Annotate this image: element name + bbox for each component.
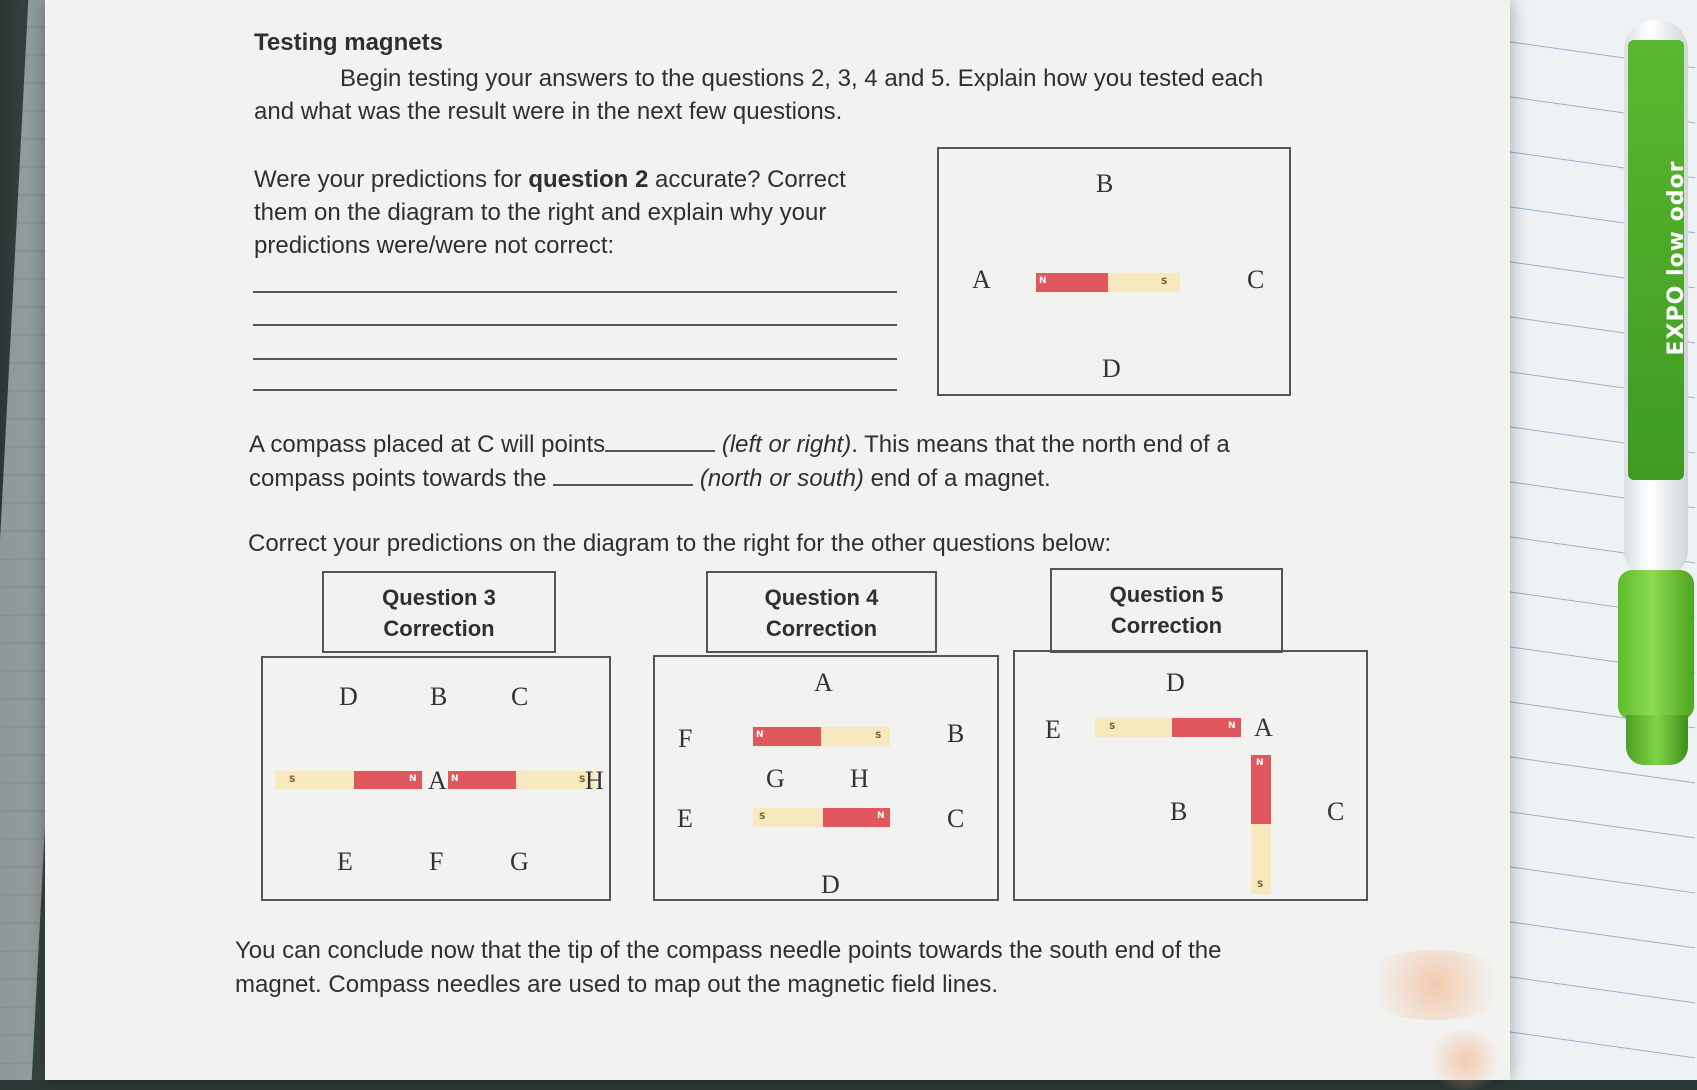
answer-line-1[interactable] (253, 291, 897, 293)
label-g: G (766, 764, 785, 793)
q3-header: Question 3 Correction (322, 571, 556, 653)
label-f: F (678, 724, 693, 753)
label-d: D (1102, 354, 1121, 383)
conclusion-line-1: You can conclude now that the tip of the compass needle points towards the south end of the (235, 937, 1222, 964)
stain (1425, 1030, 1505, 1090)
q4-header: Question 4 Correction (706, 571, 937, 653)
q2-line-1: Were your predictions for question 2 accurate? Correct (254, 166, 846, 193)
pole-n: N (409, 774, 417, 784)
pole-s: S (875, 731, 882, 741)
pole-n: N (877, 811, 885, 821)
compass-line-2: compass points towards the (north or south) end of a magnet. (249, 462, 1051, 495)
pole-n: N (756, 730, 764, 740)
label-c: C (1247, 265, 1265, 294)
q5-header: Question 5 Correction (1050, 568, 1283, 653)
label-d: D (821, 870, 840, 899)
label-d: D (339, 682, 358, 711)
answer-line-4[interactable] (253, 389, 897, 391)
intro-line-1: Begin testing your answers to the questions 2, 3, 4 and 5. Explain how you tested each (340, 65, 1264, 92)
pole-s: S (1109, 722, 1116, 732)
page-title: Testing magnets (254, 29, 443, 56)
answer-line-3[interactable] (253, 358, 897, 360)
pole-s: S (289, 775, 296, 785)
pole-n: N (1228, 721, 1236, 731)
pole-n: N (1039, 276, 1047, 286)
compass-line-1: A compass placed at C will points (left or right). This means that the north end of a (249, 428, 1230, 461)
pole-s: S (1161, 277, 1168, 287)
label-g: G (510, 847, 529, 876)
stain (1355, 950, 1515, 1020)
label-b: B (1170, 797, 1188, 826)
pole-n: N (1256, 758, 1264, 768)
label-c: C (947, 804, 965, 833)
bar-magnet-north (1036, 273, 1108, 292)
label-b: B (430, 682, 448, 711)
label-f: F (429, 847, 444, 876)
label-e: E (1045, 715, 1061, 744)
label-h: H (585, 766, 604, 795)
label-h: H (850, 764, 869, 793)
answer-line-2[interactable] (253, 324, 897, 326)
label-b: B (947, 719, 965, 748)
label-a: A (814, 668, 833, 697)
label-d: D (1166, 668, 1185, 697)
pole-s: S (579, 775, 586, 785)
magnet-1-south (275, 771, 354, 789)
marker-label: EXPO low odor (1664, 160, 1689, 356)
label-e: E (677, 804, 693, 833)
label-b: B (1096, 169, 1114, 198)
q2-line-3: predictions were/were not correct: (254, 232, 615, 259)
pole-s: S (1257, 880, 1264, 890)
pole-n: N (451, 774, 459, 784)
expo-marker (1612, 0, 1697, 1080)
q5-diagram (1013, 650, 1368, 901)
q4-diagram (653, 655, 999, 901)
q2-line-2: them on the diagram to the right and explain why your (254, 199, 827, 226)
magnet-horizontal-south (1095, 718, 1172, 737)
q2-diagram (937, 147, 1291, 396)
worksheet-page (45, 0, 1510, 1080)
label-a: A (1254, 713, 1273, 742)
label-e: E (337, 847, 353, 876)
label-c: C (1327, 797, 1345, 826)
q3-diagram (261, 656, 611, 901)
label-a: A (428, 766, 447, 795)
correct-instructions: Correct your predictions on the diagram to the right for the other questions below: (248, 530, 1112, 557)
label-a: A (972, 265, 991, 294)
bar-magnet-south (1108, 273, 1180, 292)
pole-s: S (759, 812, 766, 822)
intro-line-2: and what was the result were in the next few questions. (254, 98, 843, 125)
label-c: C (511, 682, 529, 711)
conclusion-line-2: magnet. Compass needles are used to map out the magnetic field lines. (235, 971, 999, 998)
